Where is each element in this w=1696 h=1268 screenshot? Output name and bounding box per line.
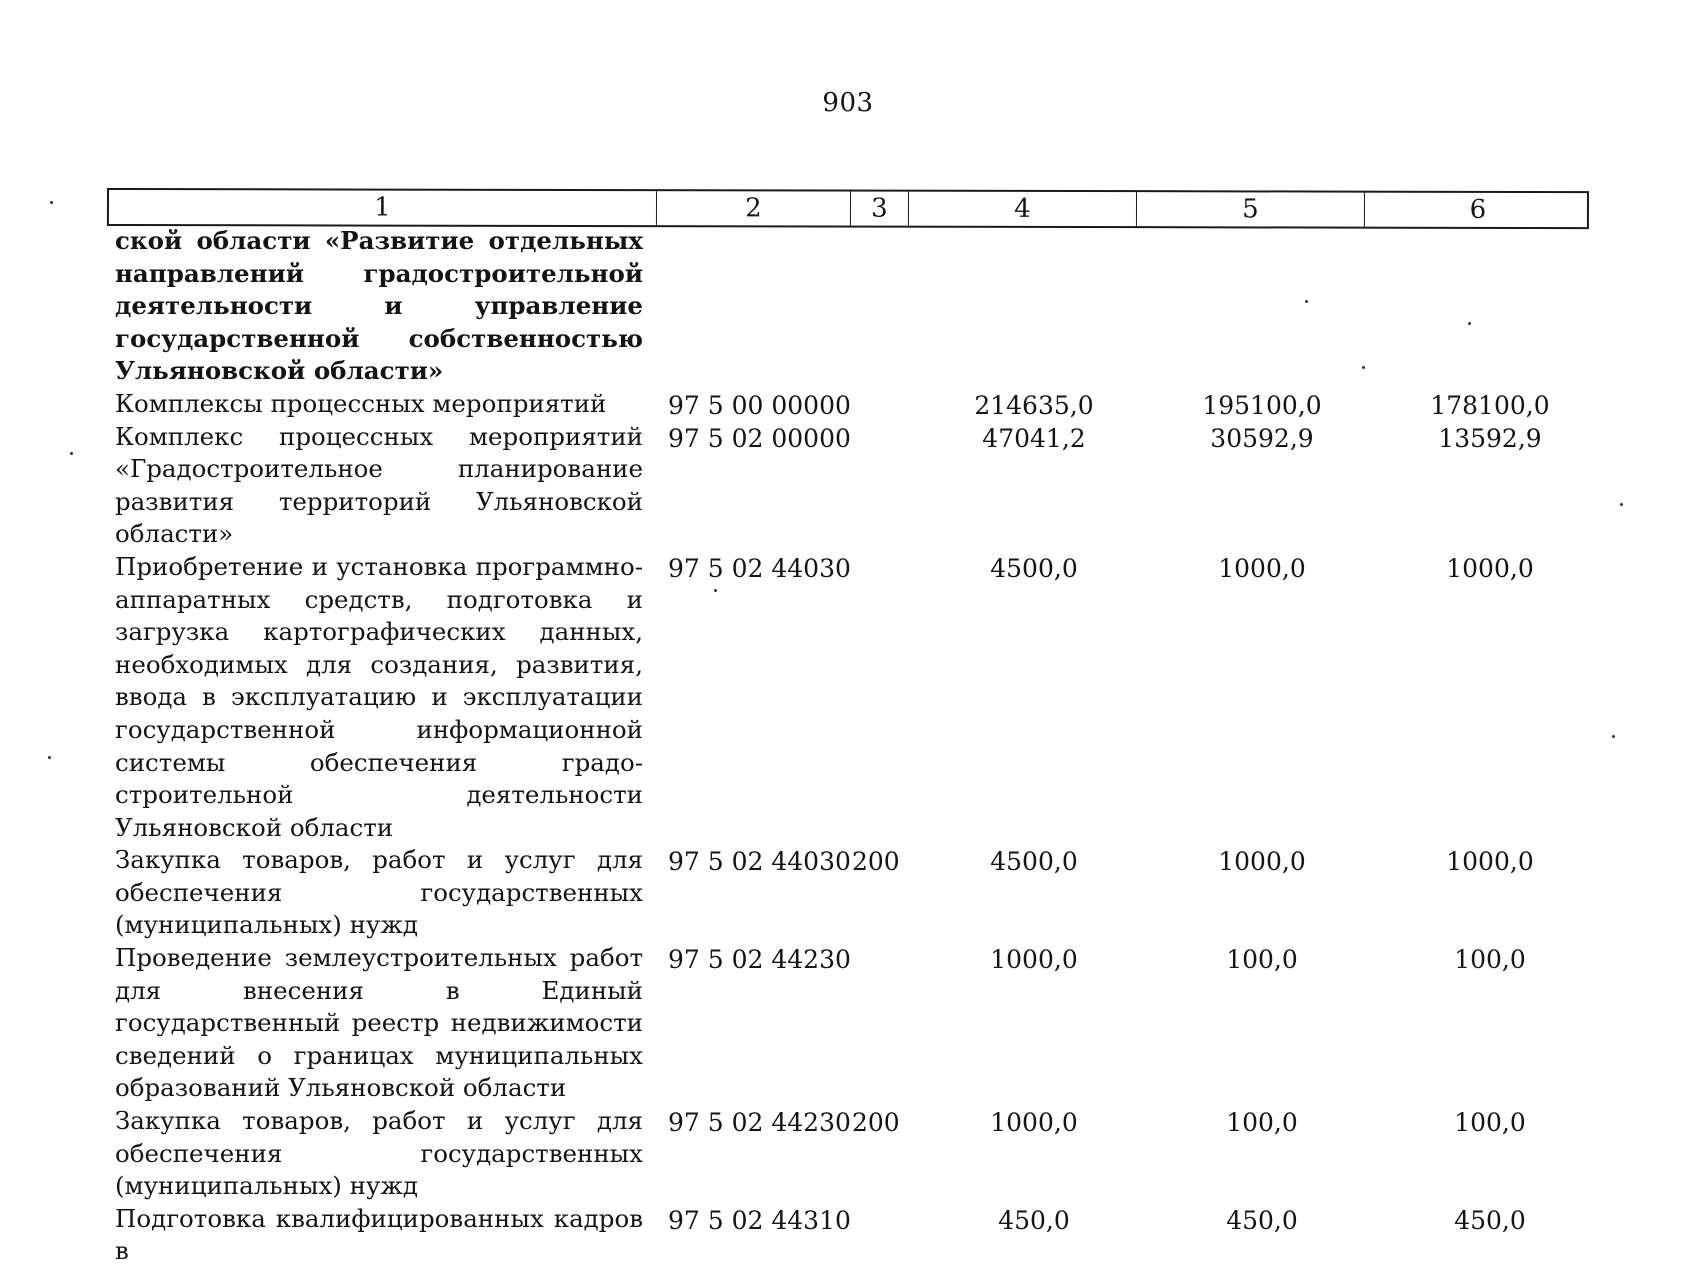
amount-col-4: 4500,0: [990, 847, 1078, 877]
column-header-4: 4: [909, 192, 1137, 226]
table-row: [115, 942, 1595, 1105]
amount-col-5: 100,0: [1226, 1108, 1298, 1138]
row-description: Проведение землеустроительных работ для внесения в Единый государственный реестр недвижимости сведений о границах муниципальных образований Ульяновской области: [115, 943, 643, 1103]
amount-col-5: 1000,0: [1218, 553, 1306, 583]
amount-col-6: 100,0: [1454, 1108, 1526, 1138]
scan-speck: [70, 452, 73, 455]
amount-col-6: 13592,9: [1438, 423, 1542, 453]
row-description: Закупка товаров, работ и услуг для обеспечения государственных (муниципальных) нужд: [115, 845, 643, 940]
scan-speck: [1362, 366, 1365, 369]
budget-table-body: [115, 225, 1595, 1268]
target-code: 97 5 02 44030: [668, 553, 851, 583]
amount-col-5: 450,0: [1226, 1205, 1298, 1235]
row-description: Приобретение и установка программно-аппаратных средств, подготовка и загрузка картографических данных, необходимых для создания, развития, ввода в эксплуатацию и эксплуатации государственной информационной системы обеспечения градостроительной деятельности Ульяновской области: [115, 551, 643, 842]
target-code: 97 5 02 44310: [668, 1205, 851, 1235]
row-description: Комплекс процессных мероприятий «Градостроительное планирование развития территорий Ульяновской области»: [115, 421, 643, 549]
row-description: Комплексы процессных мероприятий: [115, 388, 607, 418]
column-header-6: 6: [1469, 194, 1487, 225]
amount-col-6: 1000,0: [1446, 553, 1534, 583]
column-header-5: 5: [1137, 192, 1365, 226]
amount-col-4: 47041,2: [982, 423, 1086, 453]
amount-col-4: 450,0: [998, 1205, 1070, 1235]
scan-speck: [48, 756, 51, 759]
table-row: [115, 1105, 1595, 1203]
amount-col-5: 30592,9: [1210, 423, 1314, 453]
column-header-2: 2: [657, 191, 851, 225]
amount-col-4: 1000,0: [990, 1108, 1078, 1138]
page-number: 903: [822, 88, 874, 118]
table-row: [115, 388, 1595, 421]
scan-speck: [50, 201, 53, 204]
amount-col-6: 450,0: [1454, 1205, 1526, 1235]
table-row: [115, 421, 1595, 551]
row-description: Подготовка квалифицированных кадров в: [115, 1203, 643, 1266]
expense-type-code: 200: [852, 1108, 900, 1138]
target-code: 97 5 02 00000: [668, 423, 851, 453]
amount-col-5: 1000,0: [1218, 847, 1306, 877]
scan-speck: [1305, 300, 1308, 303]
target-code: 97 5 02 44230: [668, 945, 851, 975]
row-description: ской области «Развитие отдельных направлений градостроительной деятельности и управление государственной собственностью Ульяновской области»: [115, 226, 643, 386]
table-row: [115, 225, 1595, 388]
target-code: 97 5 02 44230: [668, 1108, 851, 1138]
table-row: [115, 844, 1595, 942]
expense-type-code: 200: [852, 847, 900, 877]
scan-speck: [1620, 503, 1623, 506]
amount-col-6: 178100,0: [1430, 390, 1550, 420]
amount-col-6: 1000,0: [1446, 847, 1534, 877]
column-header-3: 3: [851, 192, 909, 226]
amount-col-5: 100,0: [1226, 945, 1298, 975]
scan-speck: [714, 589, 717, 592]
scan-speck: [1612, 735, 1615, 738]
amount-col-4: 4500,0: [990, 553, 1078, 583]
target-code: 97 5 00 00000: [668, 390, 851, 420]
amount-col-4: 214635,0: [974, 390, 1094, 420]
table-header: [107, 188, 1589, 229]
amount-col-6: 100,0: [1454, 945, 1526, 975]
column-header-1: 1: [109, 190, 657, 225]
table-row: [115, 1203, 1595, 1268]
amount-col-5: 195100,0: [1202, 390, 1322, 420]
row-description: Закупка товаров, работ и услуг для обеспечения государственных (муниципальных) нужд: [115, 1106, 643, 1201]
scan-speck: [1468, 322, 1471, 325]
target-code: 97 5 02 44030: [668, 847, 851, 877]
amount-col-4: 1000,0: [990, 945, 1078, 975]
table-row: [115, 551, 1595, 844]
